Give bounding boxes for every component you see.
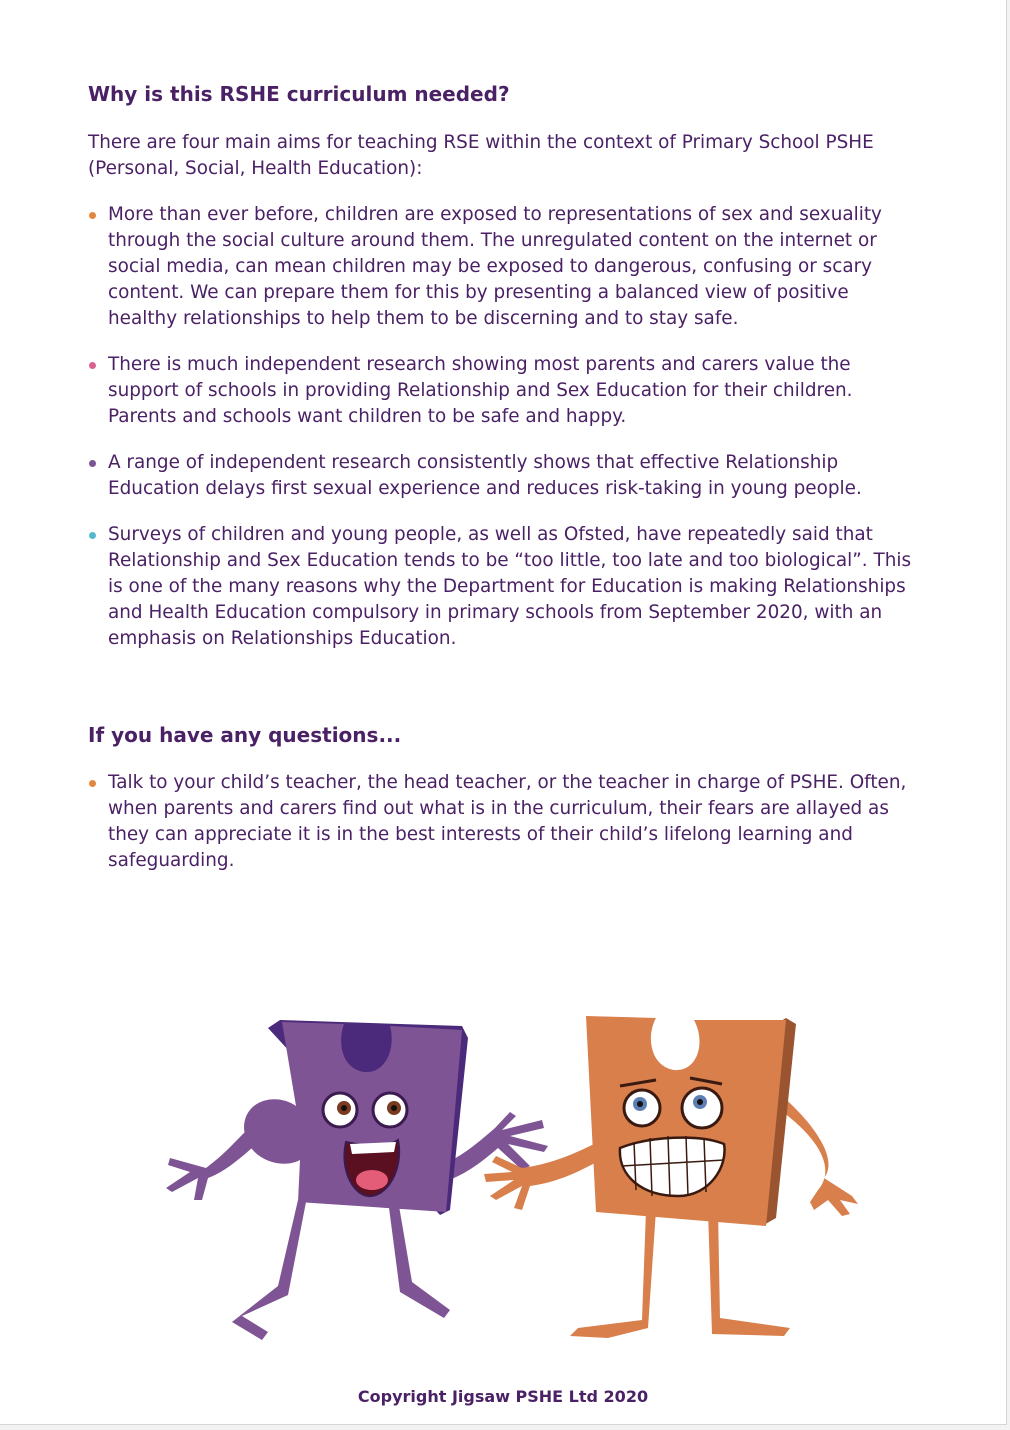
list-item <box>88 522 918 652</box>
section-heading-questions: If you have any questions... <box>88 723 402 747</box>
bullet-dot-blue <box>89 532 96 539</box>
bullet-dot-orange <box>89 212 96 219</box>
bullet-dot-pink <box>89 362 96 369</box>
list-item <box>88 202 918 332</box>
list-item-text: A range of independent research consistently shows that effective Relationship Education delays first sexual experience and reduces risk-taking in young people. <box>108 452 862 499</box>
list-item-text: Surveys of children and young people, as well as Ofsted, have repeatedly said that Relationship and Sex Education tends to be “too little, too late and too biological”. This is one of the many reasons why the Department for Education is making Relationships and Health Education compulsory in primary schools from September 2020, with an emphasis on Relationships Education. <box>108 524 912 649</box>
list-item <box>88 770 918 874</box>
bullet-dot-purple <box>89 460 96 467</box>
orange-jigsaw-character <box>484 1016 858 1338</box>
list-item <box>88 352 918 430</box>
jigsaw-characters-illustration <box>150 1000 870 1360</box>
copyright-footer: Copyright Jigsaw PSHE Ltd 2020 <box>357 1387 649 1406</box>
bullet-dot-orange <box>89 780 96 787</box>
intro-paragraph: There are four main aims for teaching RSE within the context of Primary School PSHE (Personal, Social, Health Education): <box>88 132 874 179</box>
aims-list <box>88 202 918 672</box>
questions-list <box>88 770 918 894</box>
list-item-text: Talk to your child’s teacher, the head teacher, or the teacher in charge of PSHE. Often, when parents and carers find out what is in the curriculum, their fears are allayed as they can appreciate it is in the best interests of their child’s lifelong learning and safeguarding. <box>108 772 907 871</box>
list-item-text: There is much independent research showing most parents and carers value the support of schools in providing Relationship and Sex Education for their children. Parents and schools want children to be safe and happy. <box>108 354 853 427</box>
section-heading-why: Why is this RSHE curriculum needed? <box>88 82 510 106</box>
list-item-text: More than ever before, children are exposed to representations of sex and sexuality through the social culture around them. The unregulated content on the internet or social media, can mean children may be exposed to dangerous, confusing or scary content. We can prepare them for this by presenting a balanced view of positive healthy relationships to help them to be discerning and to stay safe. <box>108 204 882 329</box>
list-item <box>88 450 918 502</box>
